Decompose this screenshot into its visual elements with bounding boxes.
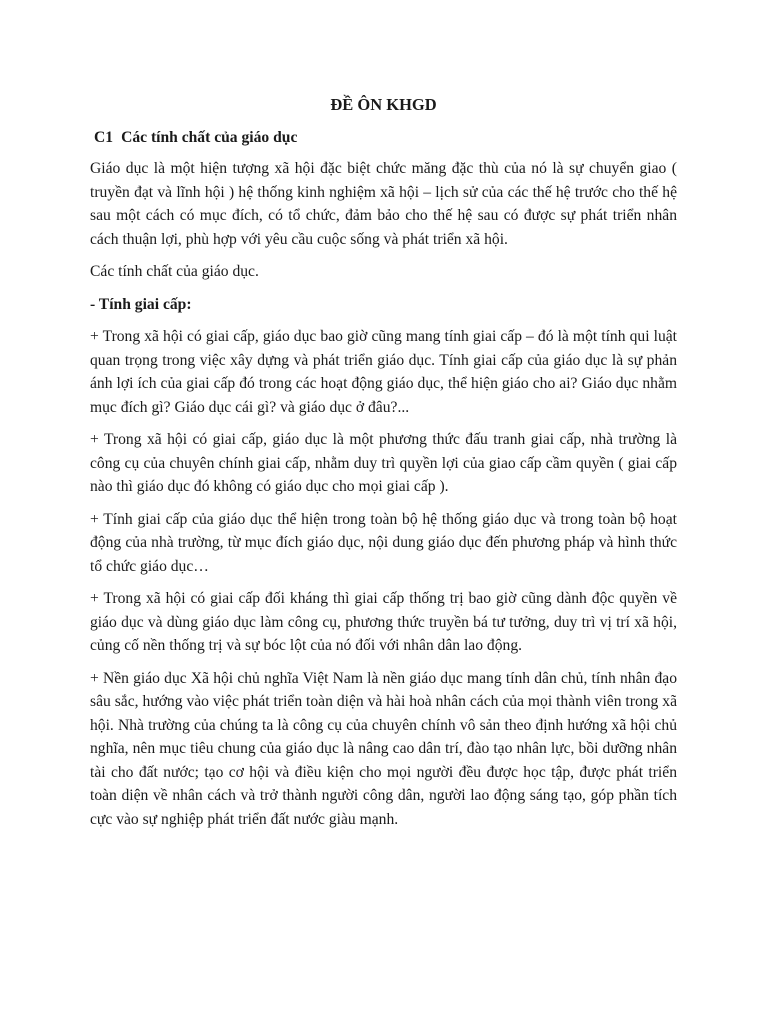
subheading-class-nature: - Tính giai cấp: xyxy=(90,295,192,313)
paragraph-definition: Giáo dục là một hiện tượng xã hội đặc biệt chức măng đặc thù của nó là sự chuyển giao ( truyền đạt và lĩnh hội ) hệ thống kinh nghiệm xã hội – lịch sử của các thế hệ trước cho thế hệ sau một cách có mục đích, có tổ chức, đảm bảo cho thế hệ sau có được sự phát triển nhân cách thuận lợi, phù hợp với yêu cầu cuộc sống và phát triển xã hội. xyxy=(90,160,677,248)
section-heading xyxy=(94,126,677,150)
paragraph-point-5: + Nền giáo dục Xã hội chủ nghĩa Việt Nam là nền giáo dục mang tính dân chủ, tính nhân đạo sâu sắc, hướng vào việc phát triển toàn diện và hài hoà nhân cách của mọi thành viên trong xã hội. Nhà trường của chúng ta là công cụ của chuyên chính vô sản theo định hướng xã hội chủ nghĩa, nên mục tiêu chung của giáo dục là nâng cao dân trí, đào tạo nhân lực, bồi dưỡng nhân tài cho đất nước; tạo cơ hội và điều kiện cho mọi người đều được học tập, được phát triển toàn diện về nhân cách và trở thành người công dân, người lao động sáng tạo, góp phần tích cực vào sự nghiệp phát triển đất nước giàu mạnh. xyxy=(90,669,677,828)
paragraph-point-2: + Trong xã hội có giai cấp, giáo dục là một phương thức đấu tranh giai cấp, nhà trường là công cụ của chuyên chính giai cấp, nhằm duy trì quyền lợi của giao cấp cầm quyền ( giai cấp nào thì giáo dục đó không có giáo dục cho mọi giai cấp ). xyxy=(90,431,677,495)
document-title: ĐỀ ÔN KHGD xyxy=(330,95,437,114)
document-body xyxy=(90,93,677,840)
paragraph-point-1: + Trong xã hội có giai cấp, giáo dục bao giờ cũng mang tính giai cấp – đó là một tính qui luật quan trọng trong việc xây dựng và phát triển giáo dục. Tính giai cấp của giáo dục là sự phản ánh lợi ích của giai cấp đó trong các hoạt động giáo dục, thể hiện giáo cho ai? Giáo dục nhằm mục đích gì? Giáo dục cái gì? và giáo dục ở đâu?... xyxy=(90,328,677,416)
paragraph-point-3: + Tính giai cấp của giáo dục thể hiện trong toàn bộ hệ thống giáo dục và trong toàn bộ hoạt động của nhà trường, từ mục đích giáo dục, nội dung giáo dục đến phương pháp và hình thức tổ chức giáo dục… xyxy=(90,510,677,575)
section-number: C1 xyxy=(94,128,114,146)
paragraph-intro: Các tính chất của giáo dục. xyxy=(90,263,259,280)
section-heading-text: Các tính chất của giáo dục xyxy=(121,128,298,146)
paragraph-point-4: + Trong xã hội có giai cấp đối kháng thì giai cấp thống trị bao giờ cũng dành độc quyền về giáo dục và dùng giáo dục làm công cụ, phương thức truyền bá tư tưởng, duy trì vị trí xã hội, củng cố nền thống trị và sự bóc lột của nó đối với nhân dân lao động. xyxy=(90,590,677,654)
